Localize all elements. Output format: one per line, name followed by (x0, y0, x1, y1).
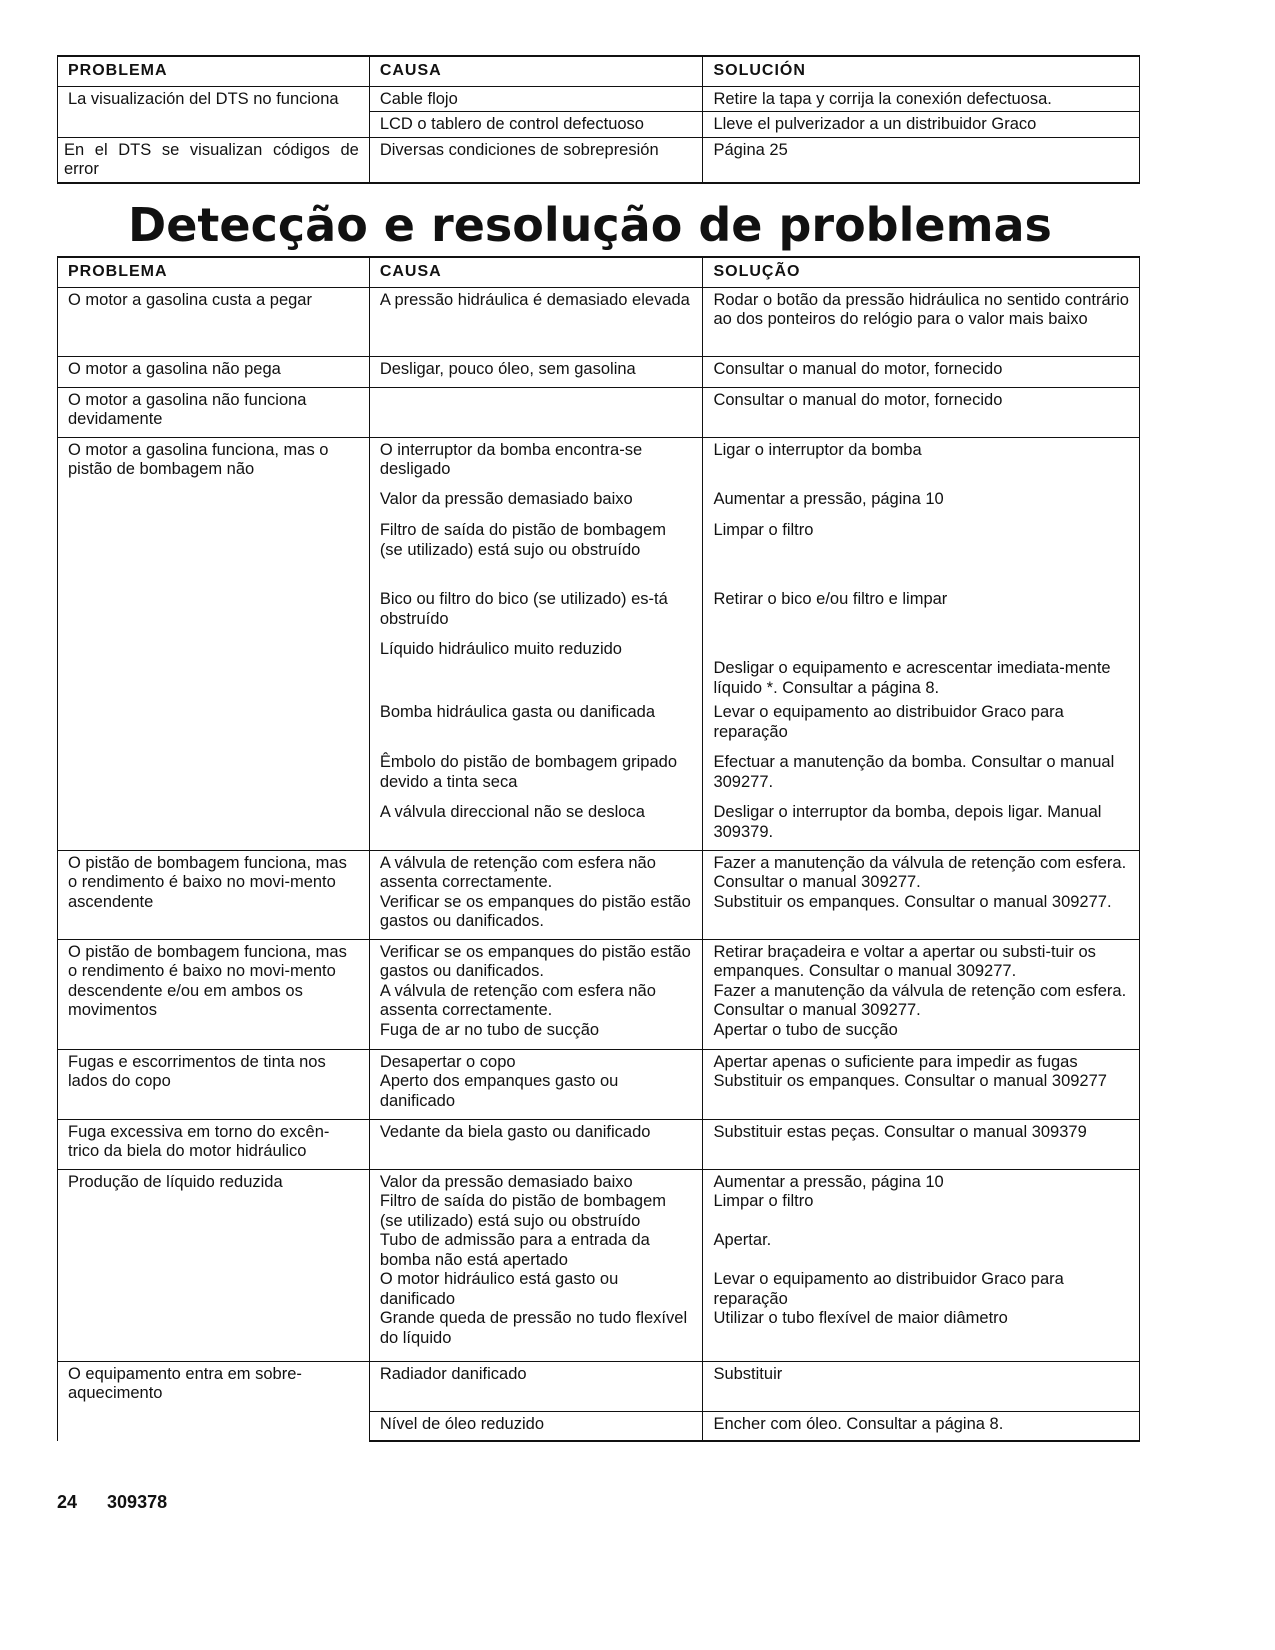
table-row (58, 137, 1140, 183)
troubleshooting-table-es (57, 55, 1140, 184)
table-row (58, 1119, 1140, 1169)
cause-line: Desapertar o copo (379, 1052, 516, 1071)
cause-cell: LCD o tablero de control defectuoso (369, 112, 703, 138)
solution-line: Retirar braçadeira e voltar a apertar ou substi-tuir os empanques. Consultar o manual 309277. (713, 942, 1096, 980)
solution-cell: Encher com óleo. Consultar a página 8. (703, 1411, 1140, 1441)
manual-number: 309378 (107, 1492, 168, 1512)
solution-cell: Aumentar a pressão, página 10 (703, 487, 1140, 518)
cause-line: Verificar se os empanques do pistão estão gastos ou danificados. (379, 892, 691, 930)
problem-cell: O pistão de bombagem funciona, mas o rendimento é baixo no movi-mento descendente e/ou em ambos os movimentos (58, 939, 370, 1049)
solution-line: Apertar apenas o suficiente para impedir as fugas (713, 1052, 1078, 1071)
column-header-problem: PROBLEMA (58, 56, 370, 86)
table-row (58, 287, 1140, 356)
cause-cell (369, 1169, 703, 1361)
table-row (58, 1361, 1140, 1411)
solution-line: Fazer a manutenção da válvula de retenção com esfera. Consultar o manual 309277. (713, 981, 1127, 1019)
table-row (58, 437, 1140, 487)
problem-cell: Fuga excessiva em torno do excên-trico da biela do motor hidráulico (58, 1119, 370, 1169)
solution-cell: Consultar o manual do motor, fornecido (703, 387, 1140, 437)
solution-cell: Substituir estas peças. Consultar o manual 309379 (703, 1119, 1140, 1169)
cause-cell: Filtro de saída do pistão de bombagem (se utilizado) está sujo ou obstruído (369, 518, 703, 587)
solution-line: Aumentar a pressão, página 10 (713, 1172, 944, 1191)
cause-line: O motor hidráulico está gasto ou danificado (379, 1270, 619, 1308)
cause-cell: Bico ou filtro do bico (se utilizado) es-tá obstruído (369, 587, 703, 637)
solution-cell: Rodar o botão da pressão hidráulica no sentido contrário ao dos ponteiros do relógio para o valor mais baixo (703, 287, 1140, 356)
cause-cell: A válvula direccional não se desloca (369, 800, 703, 850)
cause-cell: Bomba hidráulica gasta ou danificada (369, 700, 703, 750)
solution-cell (703, 1049, 1140, 1119)
solution-cell: Consultar o manual do motor, fornecido (703, 356, 1140, 387)
cause-cell (369, 387, 703, 437)
page-number: 24 (57, 1492, 78, 1512)
problem-cell: O equipamento entra em sobre-aquecimento (58, 1361, 370, 1441)
problem-cell: O motor a gasolina não pega (58, 356, 370, 387)
cause-cell: Valor da pressão demasiado baixo (369, 487, 703, 518)
solution-line: Levar o equipamento ao distribuidor Graco para reparação (713, 1270, 1064, 1308)
table-row (58, 850, 1140, 939)
solution-line: Apertar o tubo de sucção (713, 1020, 898, 1039)
cause-cell (369, 939, 703, 1049)
table-row (58, 387, 1140, 437)
cause-line: Filtro de saída do pistão de bombagem (se utilizado) está sujo ou obstruído (379, 1192, 666, 1230)
column-header-solution: SOLUCIÓN (703, 56, 1140, 86)
cause-cell: A pressão hidráulica é demasiado elevada (369, 287, 703, 356)
solution-line: Apertar. (713, 1231, 772, 1249)
cause-cell: Vedante da biela gasto ou danificado (369, 1119, 703, 1169)
column-header-problem: PROBLEMA (58, 257, 370, 287)
cause-line: Aperto dos empanques gasto ou danificado (379, 1072, 619, 1110)
solution-cell: Limpar o filtro (703, 518, 1140, 587)
cause-cell: O interruptor da bomba encontra-se desligado (369, 437, 703, 487)
cause-line: Verificar se os empanques do pistão estão gastos ou danificados. (379, 942, 691, 980)
cause-cell: Radiador danificado (369, 1361, 703, 1411)
cause-cell (369, 1049, 703, 1119)
cause-cell: Diversas condiciones de sobrepresión (369, 137, 703, 183)
cause-line: Grande queda de pressão no tudo flexível do líquido (379, 1309, 688, 1347)
solution-line: Substituir os empanques. Consultar o manual 309277 (713, 1072, 1107, 1090)
cause-line: A válvula de retenção com esfera não assenta correctamente. (379, 853, 656, 891)
table-header-row (58, 257, 1140, 287)
solution-cell: Retire la tapa y corrija la conexión defectuosa. (703, 86, 1140, 112)
problem-cell: O motor a gasolina custa a pegar (58, 287, 370, 356)
problem-cell: O pistão de bombagem funciona, mas o rendimento é baixo no movi-mento ascendente (58, 850, 370, 939)
problem-cell: O motor a gasolina funciona, mas o pistão de bombagem não (58, 437, 370, 850)
problem-cell: Produção de líquido reduzida (58, 1169, 370, 1361)
troubleshooting-table-pt (57, 256, 1140, 1442)
solution-cell: Efectuar a manutenção da bomba. Consultar o manual 309277. (703, 750, 1140, 800)
problem-cell: En el DTS se visualizan códigos de error (58, 137, 370, 183)
column-header-solution: SOLUÇÃO (703, 257, 1140, 287)
cause-cell: Desligar, pouco óleo, sem gasolina (369, 356, 703, 387)
cause-cell: Nível de óleo reduzido (369, 1411, 703, 1441)
table-row (58, 939, 1140, 1049)
solution-cell: Ligar o interruptor da bomba (703, 437, 1140, 487)
solution-line: Fazer a manutenção da válvula de retenção com esfera. Consultar o manual 309277. (713, 853, 1127, 891)
solution-cell: Desligar o interruptor da bomba, depois ligar. Manual 309379. (703, 800, 1140, 850)
table-row (58, 1169, 1140, 1361)
cause-cell: Cable flojo (369, 86, 703, 112)
solution-cell (703, 1169, 1140, 1361)
problem-cell: Fugas e escorrimentos de tinta nos lados do copo (58, 1049, 370, 1119)
problem-cell: O motor a gasolina não funciona devidamente (58, 387, 370, 437)
page-title: Detecção e resolução de problemas (128, 198, 1052, 252)
solution-cell: Página 25 (703, 137, 1140, 183)
table-row (58, 86, 1140, 112)
cause-line: Valor da pressão demasiado baixo (379, 1172, 633, 1191)
column-header-cause: CAUSA (369, 56, 703, 86)
cause-cell: Êmbolo do pistão de bombagem gripado devido a tinta seca (369, 750, 703, 800)
solution-cell: Levar o equipamento ao distribuidor Graco para reparação (703, 700, 1140, 750)
cause-line: A válvula de retenção com esfera não assenta correctamente. (379, 981, 656, 1019)
cause-line: Tubo de admissão para a entrada da bomba não está apertado (379, 1231, 650, 1269)
cause-cell: Líquido hidráulico muito reduzido (369, 637, 703, 700)
solution-cell: Desligar o equipamento e acrescentar imediata-mente líquido *. Consultar a página 8. (703, 637, 1140, 700)
table-row (58, 1049, 1140, 1119)
solution-cell: Substituir (703, 1361, 1140, 1411)
column-header-cause: CAUSA (369, 257, 703, 287)
solution-line: Limpar o filtro (713, 1192, 814, 1210)
cause-cell (369, 850, 703, 939)
solution-cell (703, 939, 1140, 1049)
solution-cell: Lleve el pulverizador a un distribuidor Graco (703, 112, 1140, 138)
solution-cell: Retirar o bico e/ou filtro e limpar (703, 587, 1140, 637)
solution-line: Substituir os empanques. Consultar o manual 309277. (713, 892, 1112, 911)
page-footer (57, 1492, 197, 1513)
solution-cell (703, 850, 1140, 939)
problem-cell: La visualización del DTS no funciona (58, 86, 370, 137)
cause-line: Fuga de ar no tubo de sucção (379, 1020, 600, 1039)
table-row (58, 356, 1140, 387)
table-header-row (58, 56, 1140, 86)
solution-line: Utilizar o tubo flexível de maior diâmetro (713, 1309, 1008, 1327)
